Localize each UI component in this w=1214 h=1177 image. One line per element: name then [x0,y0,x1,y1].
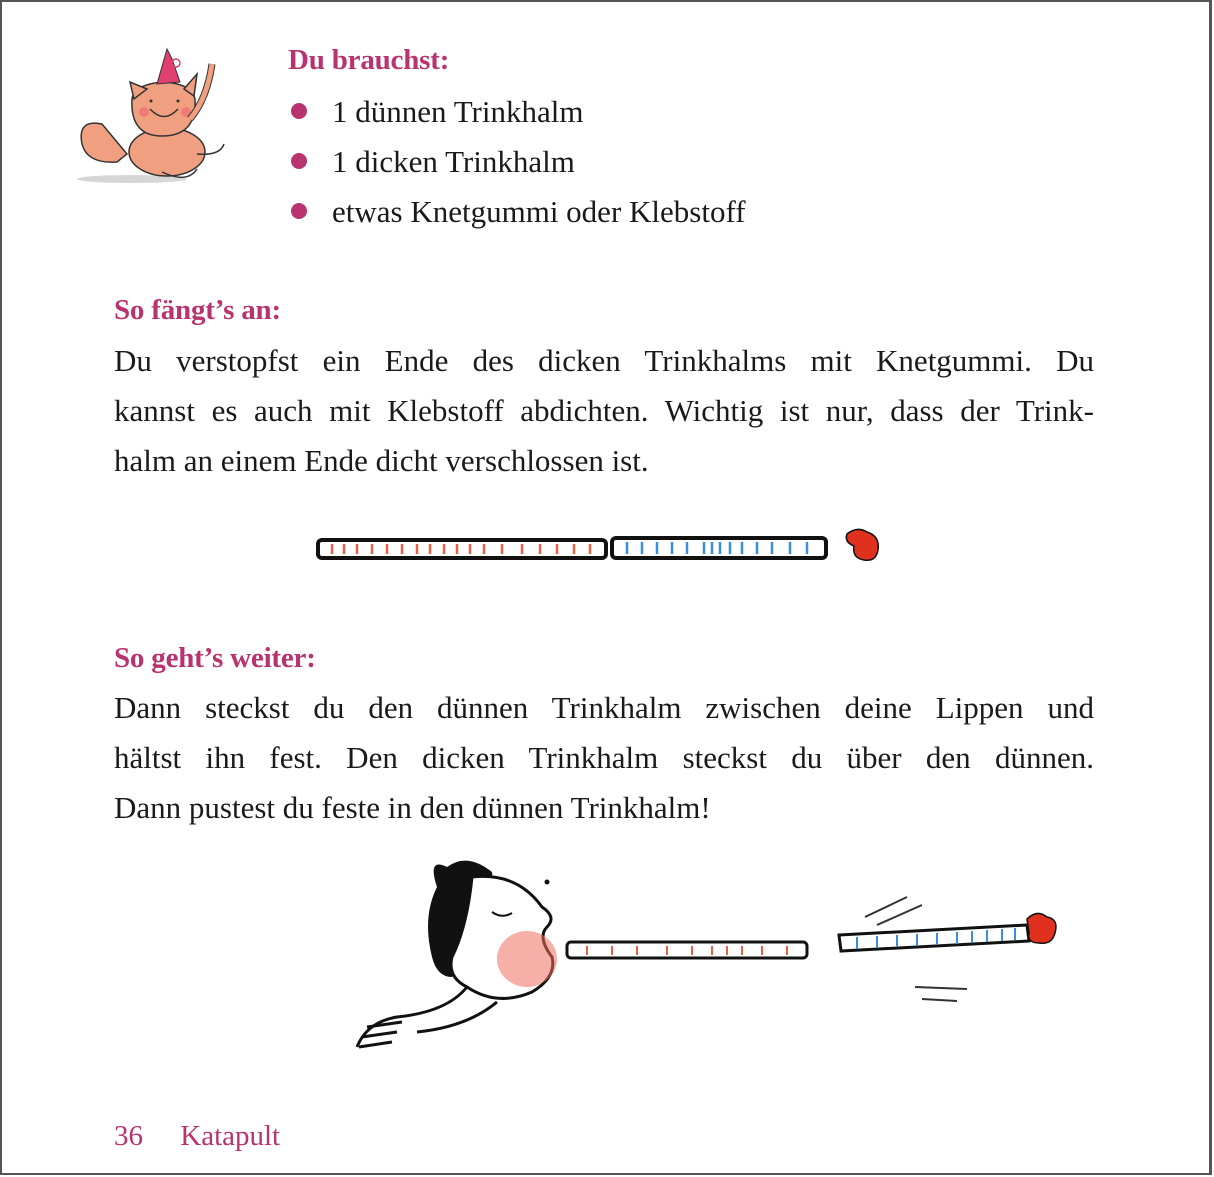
bullet-icon [291,103,307,119]
list-item: etwas Knetgummi oder Klebstoff [288,190,746,240]
section1-heading: So fängt’s an: [114,294,281,326]
page-footer [114,1120,280,1153]
section2-heading: So geht’s weiter: [114,642,316,674]
bullet-icon [291,203,307,219]
bullet-icon [291,153,307,169]
section1-paragraph: Du verstopfst ein Ende des dicken Trinkhalms mit Knetgummi. Du kannst es auch mit Klebstoff abdichten. Wichtig ist nur, dass der Trink- halm an einem Ende dicht verschlossen ist. [114,343,1094,478]
page-number: 36 [114,1120,143,1152]
cat-illustration [72,44,232,189]
section2-paragraph: Dann steckst du den dünnen Trinkhalm zwischen deine Lippen und hältst ihn fest. Den dicken Trinkhalm steckst du über den dünnen. Dann pustest du feste in den dünnen Trinkhalm! [114,690,1094,825]
materials-list [288,90,746,240]
boy-blowing-illustration [347,847,1067,1062]
materials-heading: Du brauchst: [288,44,450,76]
list-item: 1 dicken Trinkhalm [288,140,746,190]
straws-illustration [312,524,892,574]
chapter-title: Katapult [180,1120,281,1152]
list-item: 1 dünnen Trinkhalm [288,90,746,140]
